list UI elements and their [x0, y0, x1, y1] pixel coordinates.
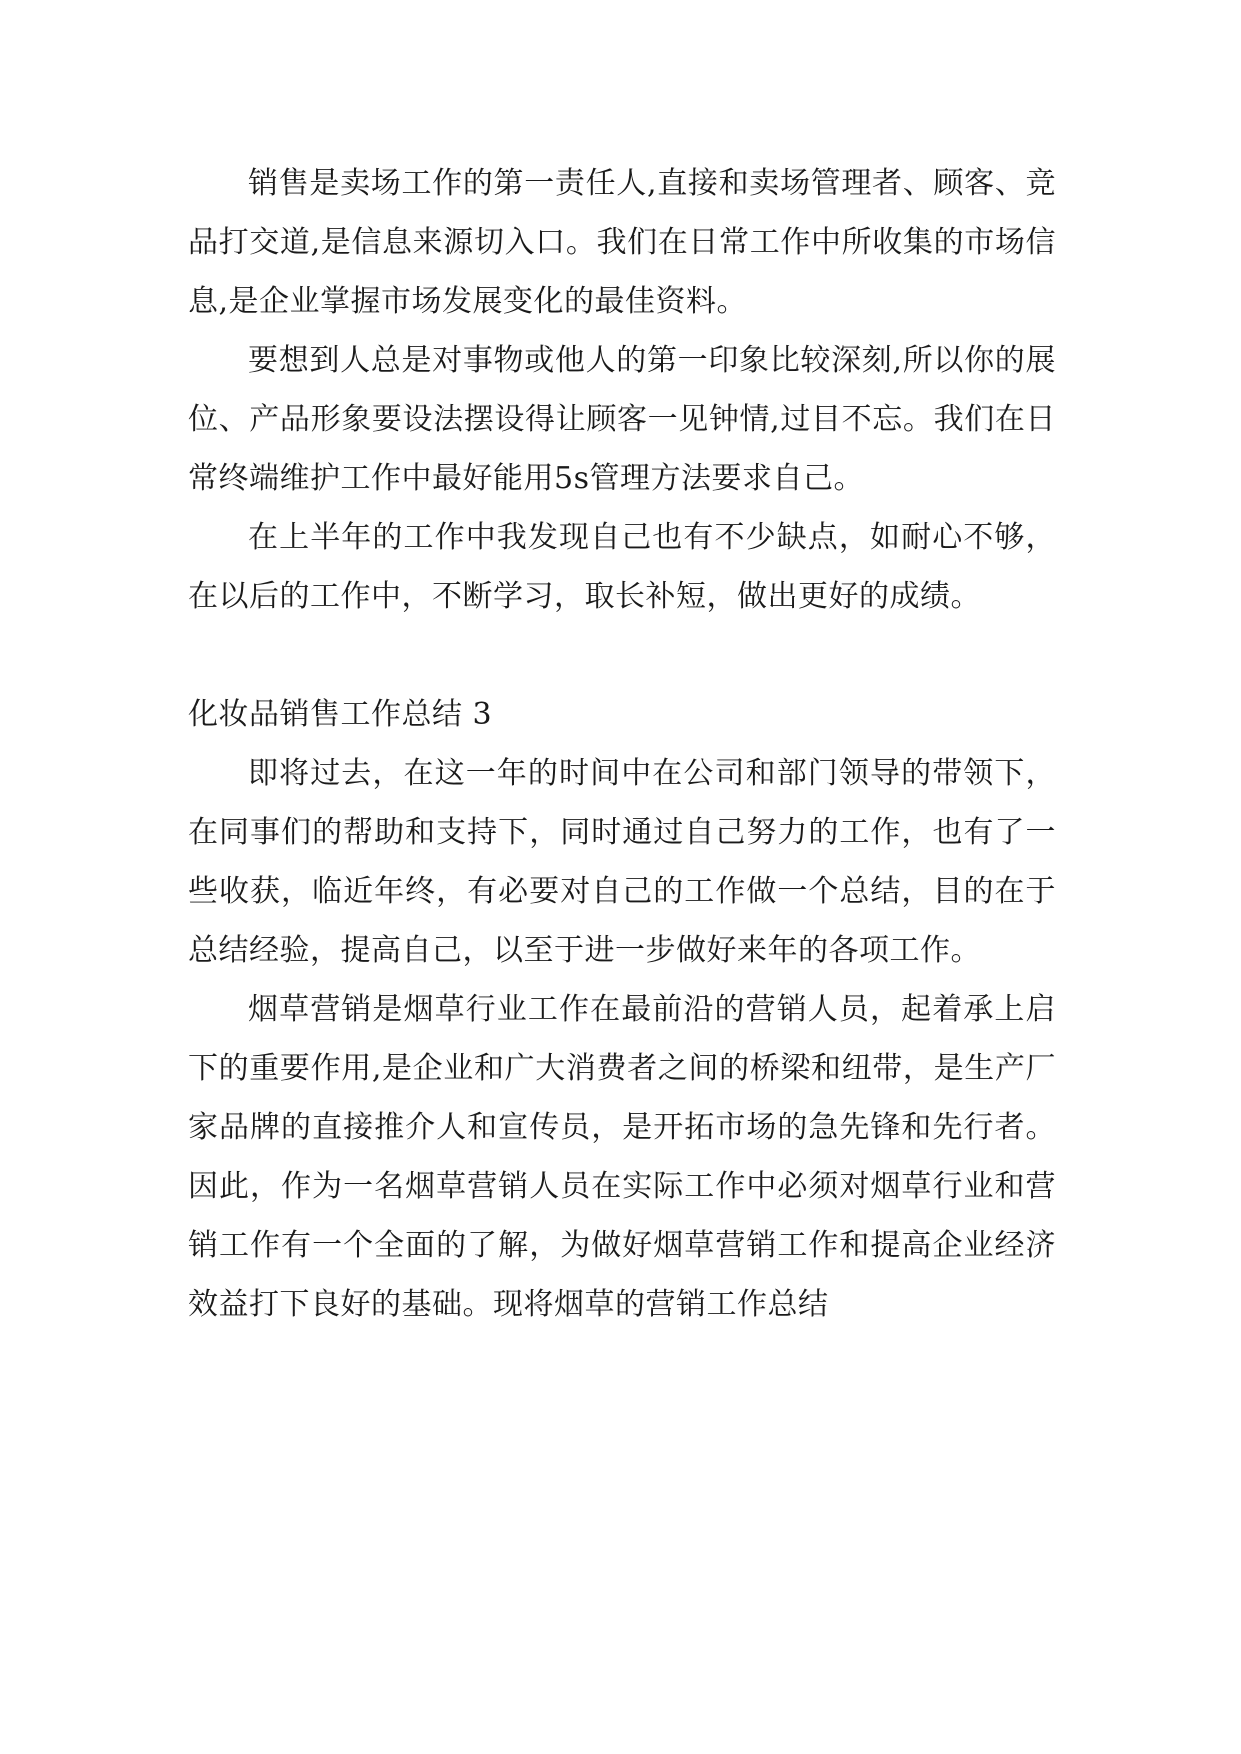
paragraph-tobacco-marketing: 烟草营销是烟草行业工作在最前沿的营销人员，起着承上启下的重要作用,是企业和广大消费者之间的桥梁和纽带，是生产厂家品牌的直接推介人和宣传员，是开拓市场的急先锋和先行者。因此，作为一名烟草营销人员在实际工作中必须对烟草行业和营销工作有一个全面的了解，为做好烟草营销工作和提高企业经济效益打下良好的基础。现将烟草的营销工作总结: [188, 992, 1056, 1322]
section-spacer: [188, 626, 1056, 685]
document-body: [188, 154, 1056, 1334]
paragraph-shortcomings: 在上半年的工作中我发现自己也有不少缺点，如耐心不够，在以后的工作中，不断学习，取长补短，做出更好的成绩。: [188, 520, 1056, 614]
paragraph-year-review: 即将过去，在这一年的时间中在公司和部门领导的带领下，在同事们的帮助和支持下，同时通过自己努力的工作，也有了一些收获，临近年终，有必要对自己的工作做一个总结，目的在于总结经验，提高自己，以至于进一步做好来年的各项工作。: [188, 756, 1056, 968]
paragraph-sales-responsibility: 销售是卖场工作的第一责任人,直接和卖场管理者、顾客、竞品打交道,是信息来源切入口。我们在日常工作中所收集的市场信息,是企业掌握市场发展变化的最佳资料。: [188, 166, 1056, 319]
section-heading: 化妆品销售工作总结 3: [188, 697, 493, 732]
paragraph-first-impression: 要想到人总是对事物或他人的第一印象比较深刻,所以你的展位、产品形象要设法摆设得让顾客一见钟情,过目不忘。我们在日常终端维护工作中最好能用5s管理方法要求自己。: [188, 343, 1056, 496]
